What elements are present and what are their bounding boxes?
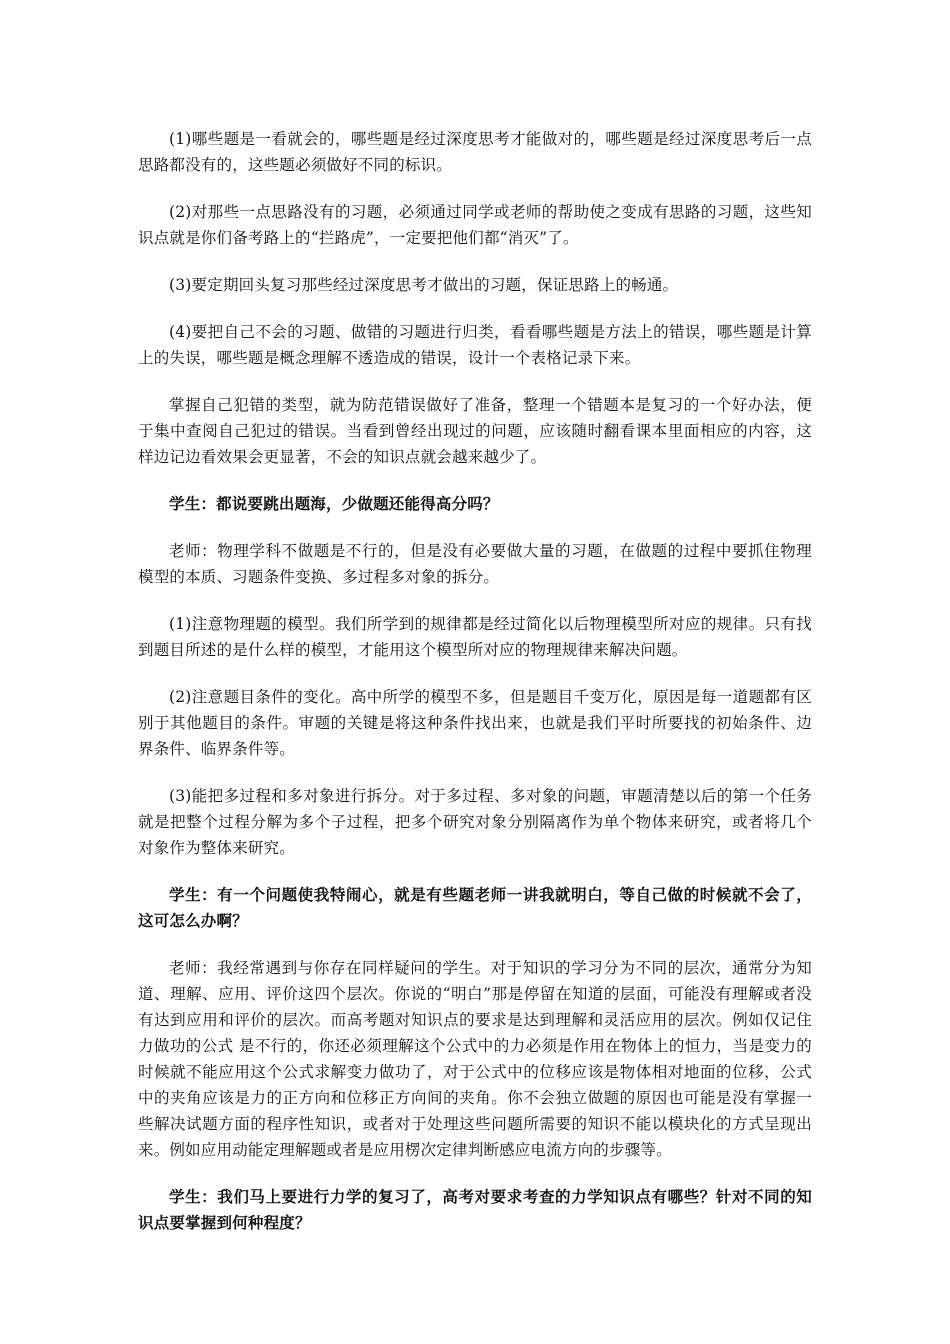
paragraph-9: (2)注意题目条件的变化。高中所学的模型不多，但是题目千变万化，原因是每一道题都有区别于其他题目的条件。审题的关键是将这种条件找出来，也就是我们平时所要找的初始条件、边界条件、临界条件等。: [138, 688, 812, 758]
paragraph-8: (1)注意物理题的模型。我们所学到的规律都是经过简化以后物理模型所对应的规律。只有找到题目所述的是什么样的模型，才能用这个模型所对应的物理规律来解决问题。: [138, 615, 812, 659]
paragraph-10: (3)能把多过程和多对象进行拆分。对于多过程、多对象的问题，审题清楚以后的第一个任务就是把整个过程分解为多个子过程，把多个研究对象分别隔离作为单个物体来研究，或者将几个对象作为整体来研究。: [138, 787, 812, 857]
paragraph-3: (3)要定期回头复习那些经过深度思考才做出的习题，保证思路上的畅通。: [169, 276, 679, 294]
student-question-3: 学生：我们马上要进行力学的复习了，高考对要求考查的力学知识点有哪些？针对不同的知识点要掌握到何种程度？: [138, 1187, 812, 1232]
teacher-answer-2: 老师：我经常遇到与你存在同样疑问的学生。对于知识的学习分为不同的层次，通常分为知道、理解、应用、评价这四个层次。你说的“明白”那是停留在知道的层面，可能没有理解或者没有达到应用和评价的层次。而高考题对知识点的要求是达到理解和灵活应用的层次。例如仅记住力做功的公式 是不行的，你还必须理解这个公式中的力必须是作用在物体上的恒力，当是变力的时候就不能应用这个公式求解变力做功了，对于公式中的位移应该是物体相对地面的位移，公式中的夹角应该是力的正方向和位移正方向间的夹角。你不会独立做题的原因也可能是没有掌握一些解决试题方面的程序性知识，或者对于处理这些问题所需要的知识不能以模块化的方式呈现出来。例如应用动能定理解题或者是应用楞次定律判断感应电流方向的步骤等。: [138, 959, 812, 1159]
student-question-1: 学生：都说要跳出题海，少做题还能得高分吗？: [169, 494, 499, 513]
paragraph-2: (2)对那些一点思路没有的习题，必须通过同学或老师的帮助使之变成有思路的习题，这些知识点就是你们备考路上的“拦路虎”，一定要把他们都“消灭”了。: [138, 203, 812, 247]
paragraph-5: 掌握自己犯错的类型，就为防范错误做好了准备，整理一个错题本是复习的一个好办法，便于集中查阅自己犯过的错误。当看到曾经出现过的问题，应该随时翻看课本里面相应的内容，这样边记边看效果会更显著，不会的知识点就会越来越少了。: [138, 396, 812, 466]
teacher-answer-1: 老师：物理学科不做题是不行的，但是没有必要做大量的习题，在做题的过程中要抓住物理模型的本质、习题条件变换、多过程多对象的拆分。: [138, 542, 812, 586]
paragraph-1: (1)哪些题是一看就会的，哪些题是经过深度思考才能做对的，哪些题是经过深度思考后一点思路都没有的，这些题必须做好不同的标识。: [138, 130, 812, 174]
student-question-2: 学生：有一个问题使我特闹心，就是有些题老师一讲我就明白，等自己做的时候就不会了，这可怎么办啊？: [138, 885, 812, 930]
paragraph-4: (4)要把自己不会的习题、做错的习题进行归类，看看哪些题是方法上的错误，哪些题是计算上的失误，哪些题是概念理解不透造成的错误，设计一个表格记录下来。: [138, 323, 812, 367]
